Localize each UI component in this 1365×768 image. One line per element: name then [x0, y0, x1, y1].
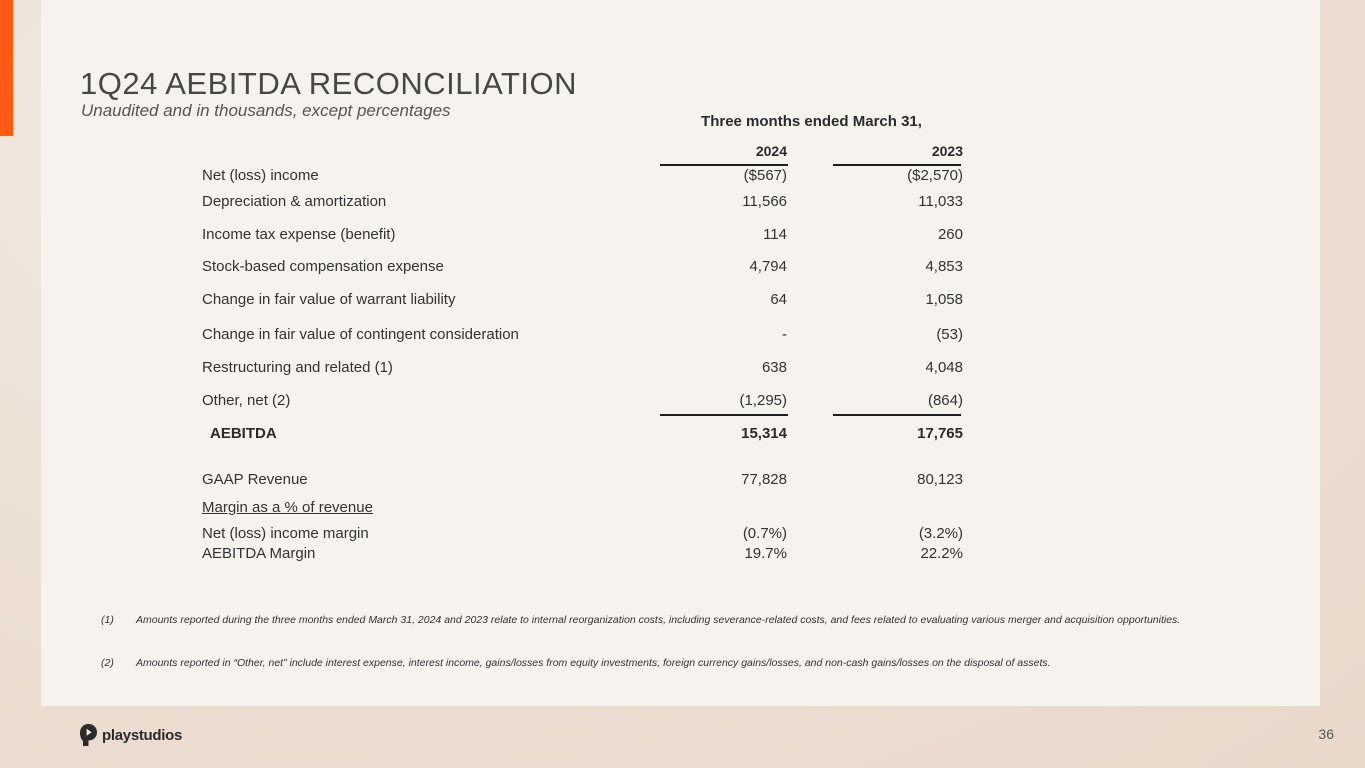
- revenue-value-2023: 80,123: [917, 471, 963, 488]
- row-label: Net (loss) income: [202, 167, 319, 184]
- margin-row: [0, 525, 1365, 545]
- table-row: [0, 326, 1365, 346]
- footnote-number: (1): [101, 614, 114, 626]
- footnote-1: [101, 613, 1271, 627]
- row-label: Depreciation & amortization: [202, 193, 387, 210]
- table-row: [0, 226, 1365, 246]
- revenue-row: [0, 471, 1365, 491]
- table-row: [0, 258, 1365, 278]
- value-2023: 11,033: [918, 193, 963, 210]
- column-header-2024: 2024: [755, 143, 787, 159]
- value-2024: ($567): [743, 167, 787, 184]
- margin-value-2023: (3.2%): [918, 525, 963, 542]
- total-value-2024: 15,314: [741, 425, 787, 442]
- value-2023: ($2,570): [907, 167, 963, 184]
- margin-value-2024: (0.7%): [742, 525, 787, 542]
- period-header: Three months ended March 31,: [701, 113, 922, 130]
- value-2023: 1,058: [925, 291, 963, 308]
- brand-name: playstudios: [102, 726, 183, 744]
- table-row: [0, 167, 1365, 187]
- value-2023: 260: [937, 226, 963, 243]
- margin-value-2023: 22.2%: [920, 545, 963, 562]
- row-label: Stock-based compensation expense: [202, 258, 444, 275]
- value-2024: 64: [770, 291, 787, 308]
- slide-title: 1Q24 AEBITDA RECONCILIATION: [80, 66, 578, 101]
- value-2023: 4,048: [925, 359, 963, 376]
- value-2024: 4,794: [749, 258, 787, 275]
- table-row: [0, 193, 1365, 213]
- row-label: Change in fair value of warrant liability: [202, 291, 456, 308]
- value-2024: 638: [761, 359, 787, 376]
- header-rule-2023: [833, 164, 961, 166]
- table-row: [0, 359, 1365, 379]
- total-rule-2023: [833, 414, 961, 416]
- total-rule-2024: [660, 414, 788, 416]
- value-2023: (53): [936, 326, 963, 343]
- total-row: [0, 425, 1365, 445]
- table-row: [0, 392, 1365, 412]
- value-2024: 114: [763, 226, 787, 243]
- value-2024: 11,566: [742, 193, 787, 210]
- total-label: AEBITDA: [210, 425, 277, 442]
- margin-row: [0, 545, 1365, 565]
- slide-subtitle: Unaudited and in thousands, except percentages: [81, 101, 451, 120]
- row-label: Income tax expense (benefit): [202, 226, 396, 243]
- value-2023: (864): [927, 392, 963, 409]
- value-2024: -: [782, 326, 787, 343]
- footnote-text: Amounts reported in “Other, net” include interest expense, interest income, gains/losses from equity investments, foreign currency gains/losses, and non-cash gains/losses on the disposal of assets.: [136, 657, 1051, 669]
- page-number: 36: [1318, 726, 1334, 742]
- brand-logo: [80, 724, 182, 746]
- total-value-2023: 17,765: [917, 425, 963, 442]
- margin-label: AEBITDA Margin: [202, 545, 316, 562]
- footnote-number: (2): [101, 657, 114, 669]
- revenue-value-2024: 77,828: [741, 471, 787, 488]
- row-label: Other, net (2): [202, 392, 291, 409]
- margin-value-2024: 19.7%: [744, 545, 787, 562]
- header-rule-2024: [660, 164, 788, 166]
- column-header-2023: 2023: [931, 143, 963, 159]
- table-row: [0, 291, 1365, 311]
- value-2024: (1,295): [739, 392, 787, 409]
- row-label: Change in fair value of contingent consideration: [202, 326, 519, 343]
- row-label: Restructuring and related (1): [202, 359, 393, 376]
- accent-bar: [0, 0, 13, 136]
- margin-section-label: Margin as a % of revenue: [202, 499, 373, 516]
- revenue-label: GAAP Revenue: [202, 471, 308, 488]
- playstudios-logo-icon: [80, 724, 97, 746]
- footnote-text: Amounts reported during the three months ended March 31, 2024 and 2023 relate to internal reorganization costs, including severance-related costs, and fees related to evaluating various merger and acquisition opportunities.: [136, 614, 1181, 626]
- value-2023: 4,853: [925, 258, 963, 275]
- footnote-2: [101, 656, 1271, 670]
- margin-label: Net (loss) income margin: [202, 525, 369, 542]
